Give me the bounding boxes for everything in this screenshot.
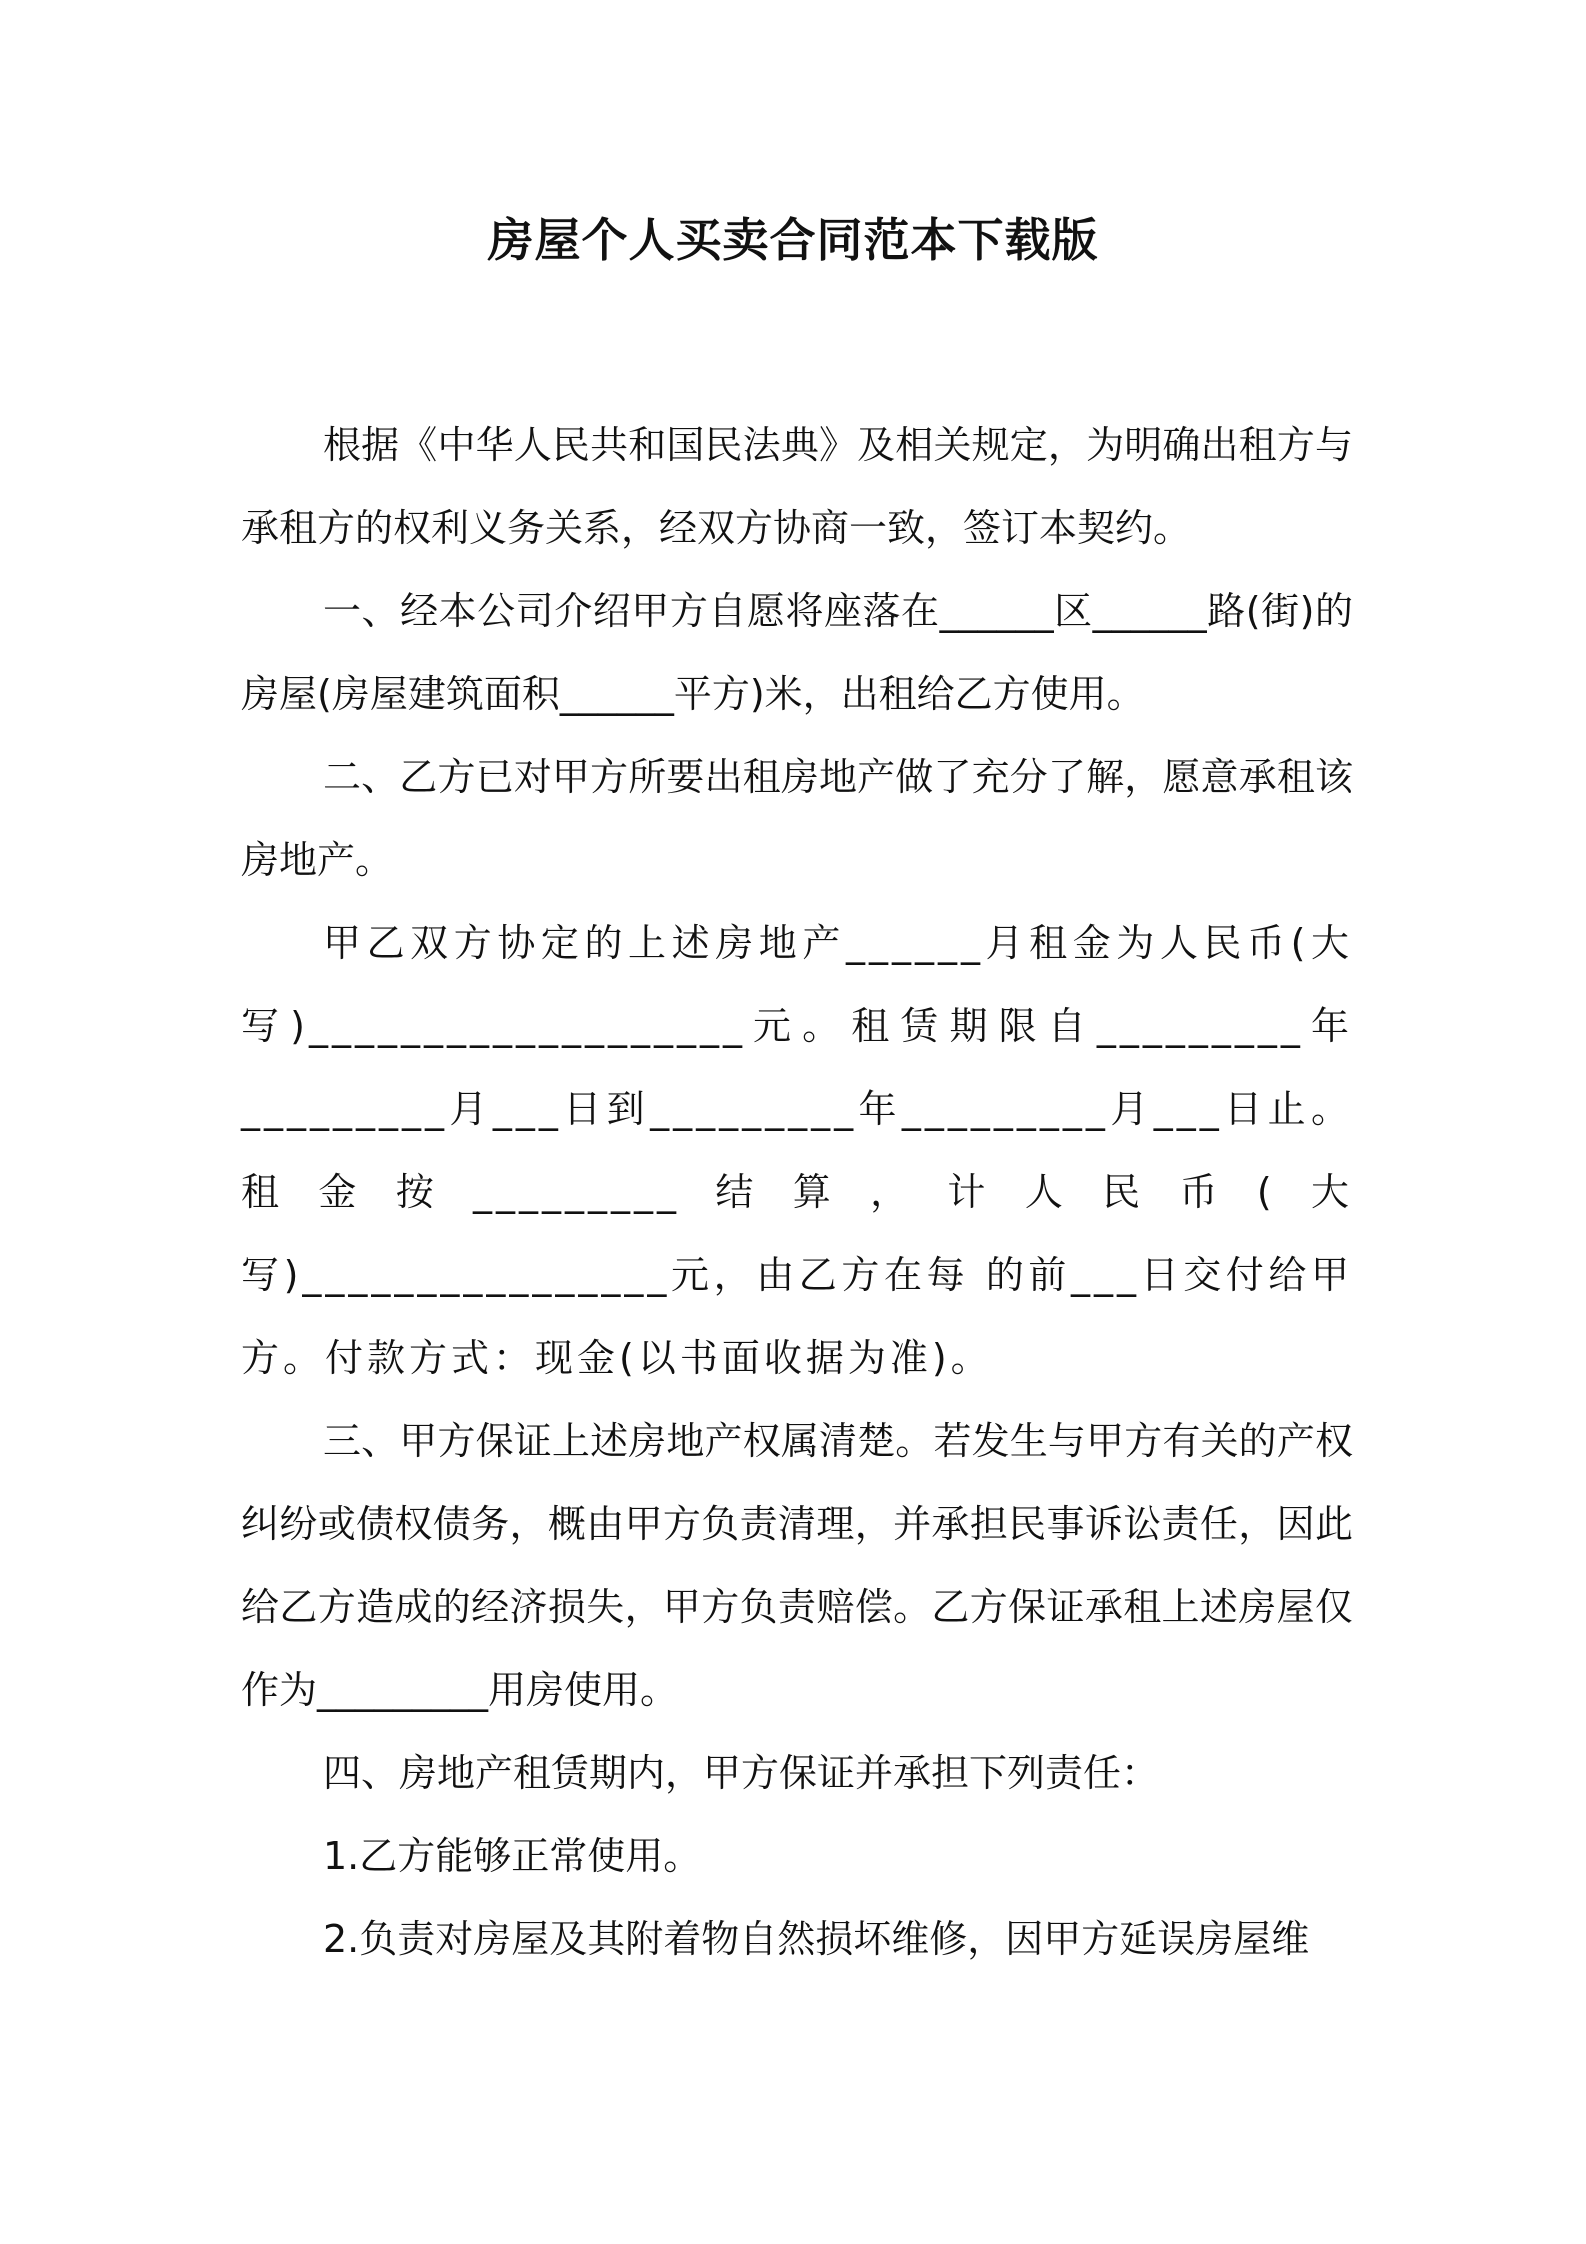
paragraph-clause-4: 四、房地产租赁期内，甲方保证并承担下列责任： — [323, 1751, 1160, 1795]
paragraph-rent-terms: 甲乙双方协定的上述房地产______月租金为人民币(大写)___________________元。租赁期限自_________年_________月___日到_________年_________月___日止。租金按_________结算，计人民币(大写)________________元，由乙方在每 的前___日交付给甲方。付款方式：现金(以书面收据为准)。 — [241, 921, 1353, 1380]
paragraph-item-2: 2.负责对房屋及其附着物自然损坏维修，因甲方延误房屋维 — [323, 1917, 1310, 1961]
paragraph-clause-1: 一、经本公司介绍甲方自愿将座落在______区______路(街)的房屋(房屋建筑面积______平方)米，出租给乙方使用。 — [241, 589, 1353, 716]
document-title: 房屋个人买卖合同范本下载版 — [487, 213, 1099, 267]
document-body — [241, 404, 1353, 1981]
paragraph-preamble: 根据《中华人民共和国民法典》及相关规定，为明确出租方与承租方的权利义务关系，经双方协商一致，签订本契约。 — [241, 423, 1353, 550]
paragraph-clause-3: 三、甲方保证上述房地产权属清楚。若发生与甲方有关的产权纠纷或债权债务，概由甲方负责清理，并承担民事诉讼责任，因此给乙方造成的经济损失，甲方负责赔偿。乙方保证承租上述房屋仅作为_________用房使用。 — [241, 1419, 1353, 1712]
paragraph-clause-2: 二、乙方已对甲方所要出租房地产做了充分了解，愿意承租该房地产。 — [241, 755, 1353, 882]
paragraph-item-1: 1.乙方能够正常使用。 — [323, 1834, 702, 1878]
